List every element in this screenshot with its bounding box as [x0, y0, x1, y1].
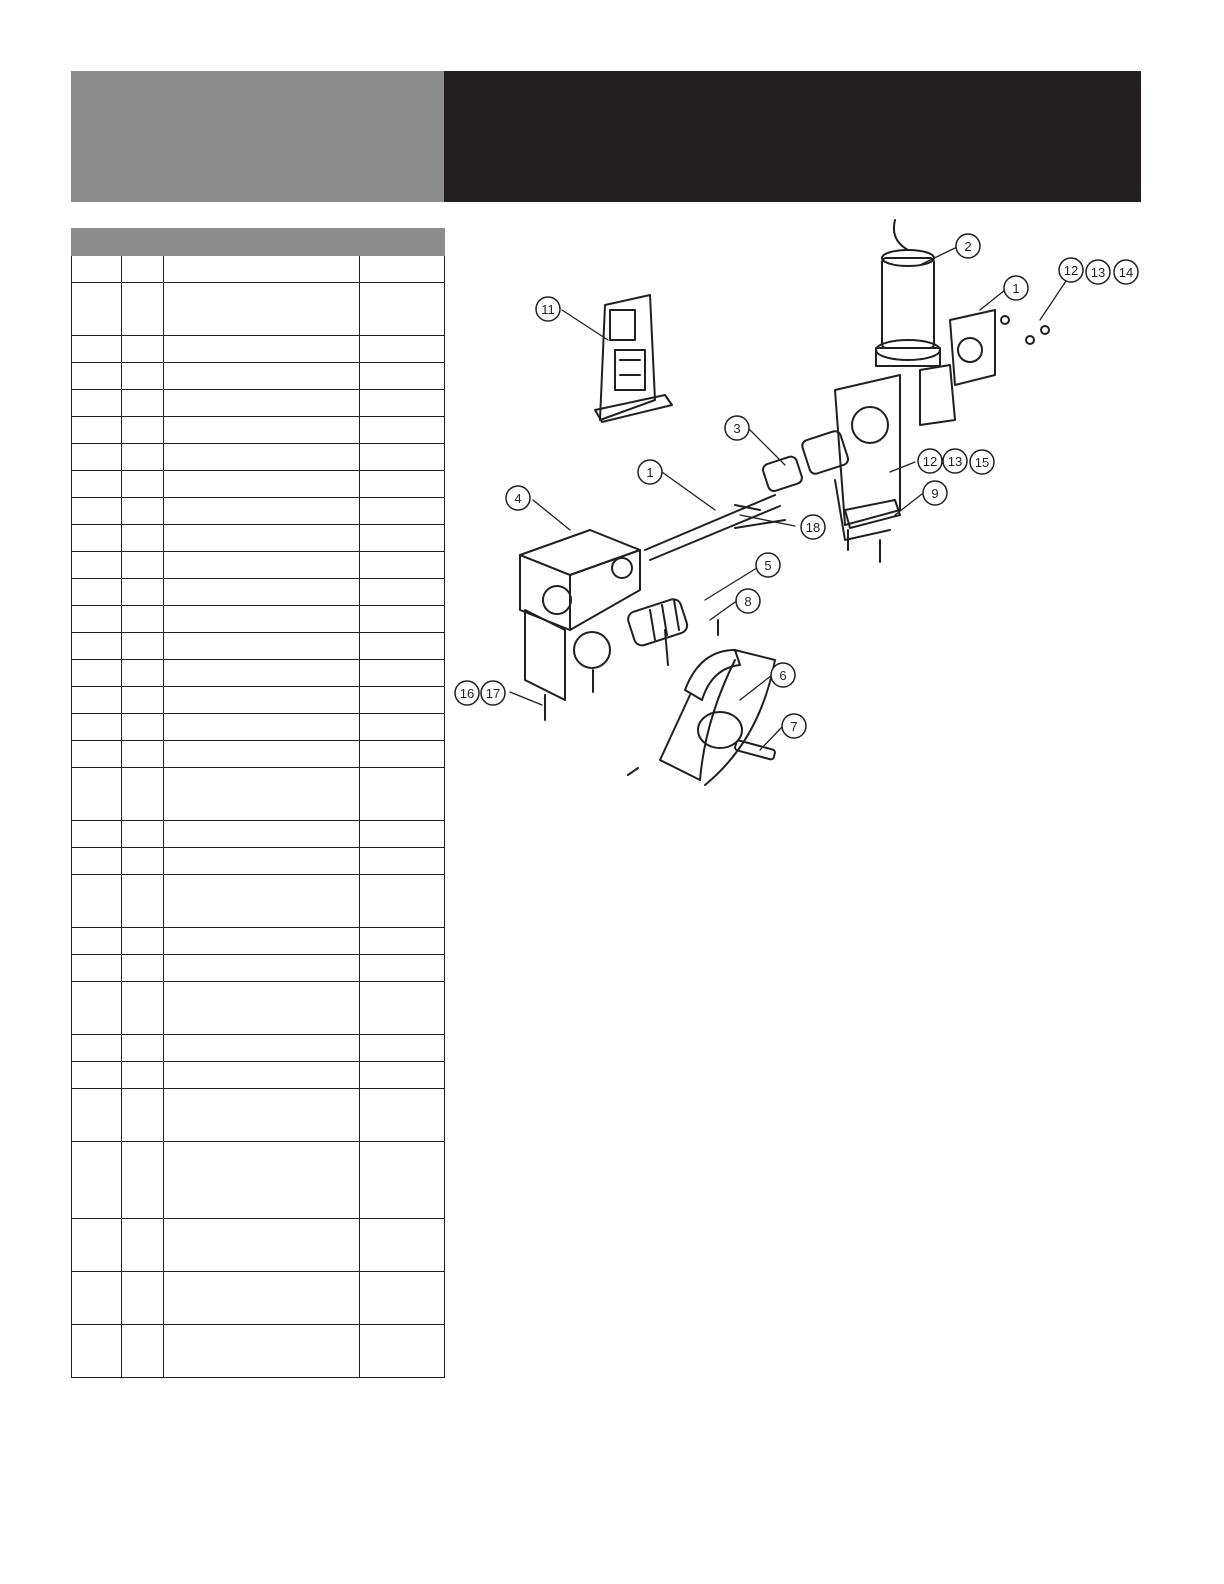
qty-cell	[122, 714, 164, 741]
table-row	[72, 1035, 445, 1062]
table-row	[72, 1219, 445, 1272]
description-cell	[164, 256, 360, 283]
qty-cell	[122, 417, 164, 444]
part-5-worm	[626, 597, 689, 647]
description-cell	[164, 875, 360, 928]
description-cell	[164, 552, 360, 579]
part-number-cell	[360, 1272, 445, 1325]
part-number-cell	[360, 633, 445, 660]
fasteners	[545, 505, 880, 775]
table-row	[72, 1062, 445, 1089]
part-number-cell	[360, 1325, 445, 1378]
description-cell	[164, 1325, 360, 1378]
qty-cell	[122, 660, 164, 687]
item-cell	[72, 875, 122, 928]
callout-16	[455, 681, 479, 705]
svg-text:2: 2	[964, 239, 972, 254]
table-row	[72, 660, 445, 687]
table-row	[72, 982, 445, 1035]
callout-18	[801, 515, 825, 539]
table-row	[72, 444, 445, 471]
callout-17	[481, 681, 505, 705]
table-row	[72, 1089, 445, 1142]
qty-cell	[122, 928, 164, 955]
description-cell	[164, 741, 360, 768]
bracket-1-fasteners	[1001, 316, 1049, 344]
table-row	[72, 714, 445, 741]
qty-cell	[122, 1272, 164, 1325]
part-2-motor	[876, 220, 940, 366]
part-number-cell	[360, 552, 445, 579]
callout-5	[756, 553, 780, 577]
part-number-cell	[360, 1089, 445, 1142]
item-cell	[72, 363, 122, 390]
table-row	[72, 552, 445, 579]
table-row	[72, 336, 445, 363]
table-row	[72, 390, 445, 417]
item-cell	[72, 525, 122, 552]
description-cell	[164, 1062, 360, 1089]
callout-6	[771, 663, 795, 687]
item-cell	[72, 1219, 122, 1272]
callout-7	[782, 714, 806, 738]
item-cell	[72, 471, 122, 498]
qty-cell	[122, 955, 164, 982]
table-row	[72, 283, 445, 336]
part-number-cell	[360, 363, 445, 390]
part-6-sector-gear	[660, 650, 775, 785]
callout-2	[956, 234, 980, 258]
table-row	[72, 363, 445, 390]
part-number-cell	[360, 821, 445, 848]
description-cell	[164, 714, 360, 741]
table-row	[72, 256, 445, 283]
description-cell	[164, 471, 360, 498]
parts-table-header	[72, 229, 445, 256]
table-row	[72, 417, 445, 444]
table-row	[72, 498, 445, 525]
qty-cell	[122, 363, 164, 390]
callout-14	[1114, 260, 1138, 284]
svg-text:5: 5	[764, 558, 772, 573]
description-cell	[164, 579, 360, 606]
qty-cell	[122, 1325, 164, 1378]
table-row	[72, 471, 445, 498]
callout-8	[736, 589, 760, 613]
description-cell	[164, 606, 360, 633]
description-cell	[164, 444, 360, 471]
part-number-cell	[360, 848, 445, 875]
qty-cell	[122, 444, 164, 471]
description-cell	[164, 928, 360, 955]
callout-4	[506, 486, 530, 510]
qty-cell	[122, 471, 164, 498]
header-dark-block	[444, 71, 1141, 202]
item-cell	[72, 687, 122, 714]
qty-cell	[122, 390, 164, 417]
description-cell	[164, 821, 360, 848]
exploded-assembly-diagram	[450, 210, 1150, 800]
item-cell	[72, 256, 122, 283]
item-cell	[72, 579, 122, 606]
description-cell	[164, 336, 360, 363]
item-cell	[72, 633, 122, 660]
table-row	[72, 525, 445, 552]
qty-cell	[122, 1219, 164, 1272]
table-row	[72, 875, 445, 928]
description-cell	[164, 687, 360, 714]
item-cell	[72, 768, 122, 821]
table-row	[72, 928, 445, 955]
table-row	[72, 848, 445, 875]
callout-15	[970, 450, 994, 474]
part-number-cell	[360, 283, 445, 336]
description-cell	[164, 660, 360, 687]
svg-text:1: 1	[1012, 281, 1020, 296]
description-cell	[164, 955, 360, 982]
qty-cell	[122, 1089, 164, 1142]
qty-cell	[122, 848, 164, 875]
qty-cell	[122, 687, 164, 714]
qty-cell	[122, 336, 164, 363]
description-cell	[164, 1272, 360, 1325]
part-number-cell	[360, 336, 445, 363]
part-number-cell	[360, 875, 445, 928]
qty-cell	[122, 1142, 164, 1219]
qty-cell	[122, 579, 164, 606]
item-cell	[72, 955, 122, 982]
svg-text:11: 11	[541, 302, 555, 317]
svg-text:18: 18	[805, 520, 821, 535]
qty-cell	[122, 256, 164, 283]
item-cell	[72, 390, 122, 417]
item-cell	[72, 1142, 122, 1219]
callout-9	[923, 481, 947, 505]
part-7-key	[734, 740, 775, 760]
table-row	[72, 1325, 445, 1378]
item-cell	[72, 283, 122, 336]
description-cell	[164, 982, 360, 1035]
item-cell	[72, 660, 122, 687]
svg-text:13: 13	[1090, 265, 1106, 280]
part-number-cell	[360, 1035, 445, 1062]
qty-cell	[122, 982, 164, 1035]
part-number-cell	[360, 471, 445, 498]
part-number-cell	[360, 256, 445, 283]
description-cell	[164, 1219, 360, 1272]
item-cell	[72, 336, 122, 363]
item-cell	[72, 982, 122, 1035]
parts-list-table	[71, 228, 445, 1378]
part-number-cell	[360, 982, 445, 1035]
svg-text:6: 6	[779, 668, 787, 683]
callout-11	[536, 297, 560, 321]
description-cell	[164, 498, 360, 525]
description-cell	[164, 417, 360, 444]
description-cell	[164, 363, 360, 390]
qty-cell	[122, 741, 164, 768]
part-number-cell	[360, 498, 445, 525]
svg-text:13: 13	[947, 454, 963, 469]
part-1-shaft	[645, 495, 785, 560]
svg-text:7: 7	[790, 719, 798, 734]
description-cell	[164, 1142, 360, 1219]
description-cell	[164, 390, 360, 417]
svg-text:3: 3	[733, 421, 741, 436]
item-cell	[72, 606, 122, 633]
parts-table-body	[72, 256, 445, 1378]
callout-13-mid	[943, 449, 967, 473]
callout-1-shaft	[638, 460, 662, 484]
table-row	[72, 955, 445, 982]
svg-text:9: 9	[931, 486, 939, 501]
part-number-cell	[360, 741, 445, 768]
part-number-cell	[360, 606, 445, 633]
table-row	[72, 606, 445, 633]
part-11-switch-box	[595, 295, 672, 422]
part-number-cell	[360, 1062, 445, 1089]
table-row	[72, 1272, 445, 1325]
qty-cell	[122, 498, 164, 525]
description-cell	[164, 768, 360, 821]
callout-12-mid	[918, 449, 942, 473]
part-4-gear-housing	[520, 530, 640, 700]
description-cell	[164, 633, 360, 660]
part-number-cell	[360, 579, 445, 606]
header-gray-block	[71, 71, 444, 202]
callout-12-top	[1059, 258, 1083, 282]
table-row	[72, 821, 445, 848]
item-cell	[72, 1035, 122, 1062]
callout-1-top	[1004, 276, 1028, 300]
part-number-cell	[360, 417, 445, 444]
description-cell	[164, 1089, 360, 1142]
item-cell	[72, 444, 122, 471]
callout-labels	[455, 234, 1138, 738]
qty-cell	[122, 606, 164, 633]
gearbox-and-brackets	[835, 310, 995, 528]
svg-text:12: 12	[922, 454, 938, 469]
item-cell	[72, 417, 122, 444]
item-cell	[72, 498, 122, 525]
item-cell	[72, 1325, 122, 1378]
qty-cell	[122, 821, 164, 848]
item-cell	[72, 1089, 122, 1142]
table-row	[72, 687, 445, 714]
svg-text:4: 4	[514, 491, 522, 506]
item-cell	[72, 714, 122, 741]
part-number-cell	[360, 525, 445, 552]
item-cell	[72, 1062, 122, 1089]
part-number-cell	[360, 390, 445, 417]
callout-13-top	[1086, 260, 1110, 284]
table-row	[72, 1142, 445, 1219]
qty-cell	[122, 525, 164, 552]
description-cell	[164, 848, 360, 875]
callout-3	[725, 416, 749, 440]
description-cell	[164, 1035, 360, 1062]
qty-cell	[122, 768, 164, 821]
part-number-cell	[360, 1142, 445, 1219]
part-number-cell	[360, 955, 445, 982]
item-cell	[72, 928, 122, 955]
table-row	[72, 579, 445, 606]
item-cell	[72, 848, 122, 875]
part-number-cell	[360, 444, 445, 471]
part-number-cell	[360, 928, 445, 955]
table-row	[72, 768, 445, 821]
qty-cell	[122, 283, 164, 336]
svg-text:12: 12	[1063, 263, 1079, 278]
qty-cell	[122, 875, 164, 928]
description-cell	[164, 283, 360, 336]
item-cell	[72, 821, 122, 848]
svg-text:1: 1	[646, 465, 654, 480]
part-number-cell	[360, 660, 445, 687]
description-cell	[164, 525, 360, 552]
svg-text:14: 14	[1118, 265, 1134, 280]
table-row	[72, 741, 445, 768]
item-cell	[72, 741, 122, 768]
part-number-cell	[360, 687, 445, 714]
item-cell	[72, 552, 122, 579]
svg-text:8: 8	[744, 594, 752, 609]
item-cell	[72, 1272, 122, 1325]
svg-text:15: 15	[974, 455, 990, 470]
qty-cell	[122, 552, 164, 579]
table-row	[72, 633, 445, 660]
qty-cell	[122, 1062, 164, 1089]
part-number-cell	[360, 714, 445, 741]
qty-cell	[122, 1035, 164, 1062]
svg-text:16: 16	[459, 686, 475, 701]
part-number-cell	[360, 768, 445, 821]
qty-cell	[122, 633, 164, 660]
svg-text:17: 17	[485, 686, 501, 701]
part-number-cell	[360, 1219, 445, 1272]
